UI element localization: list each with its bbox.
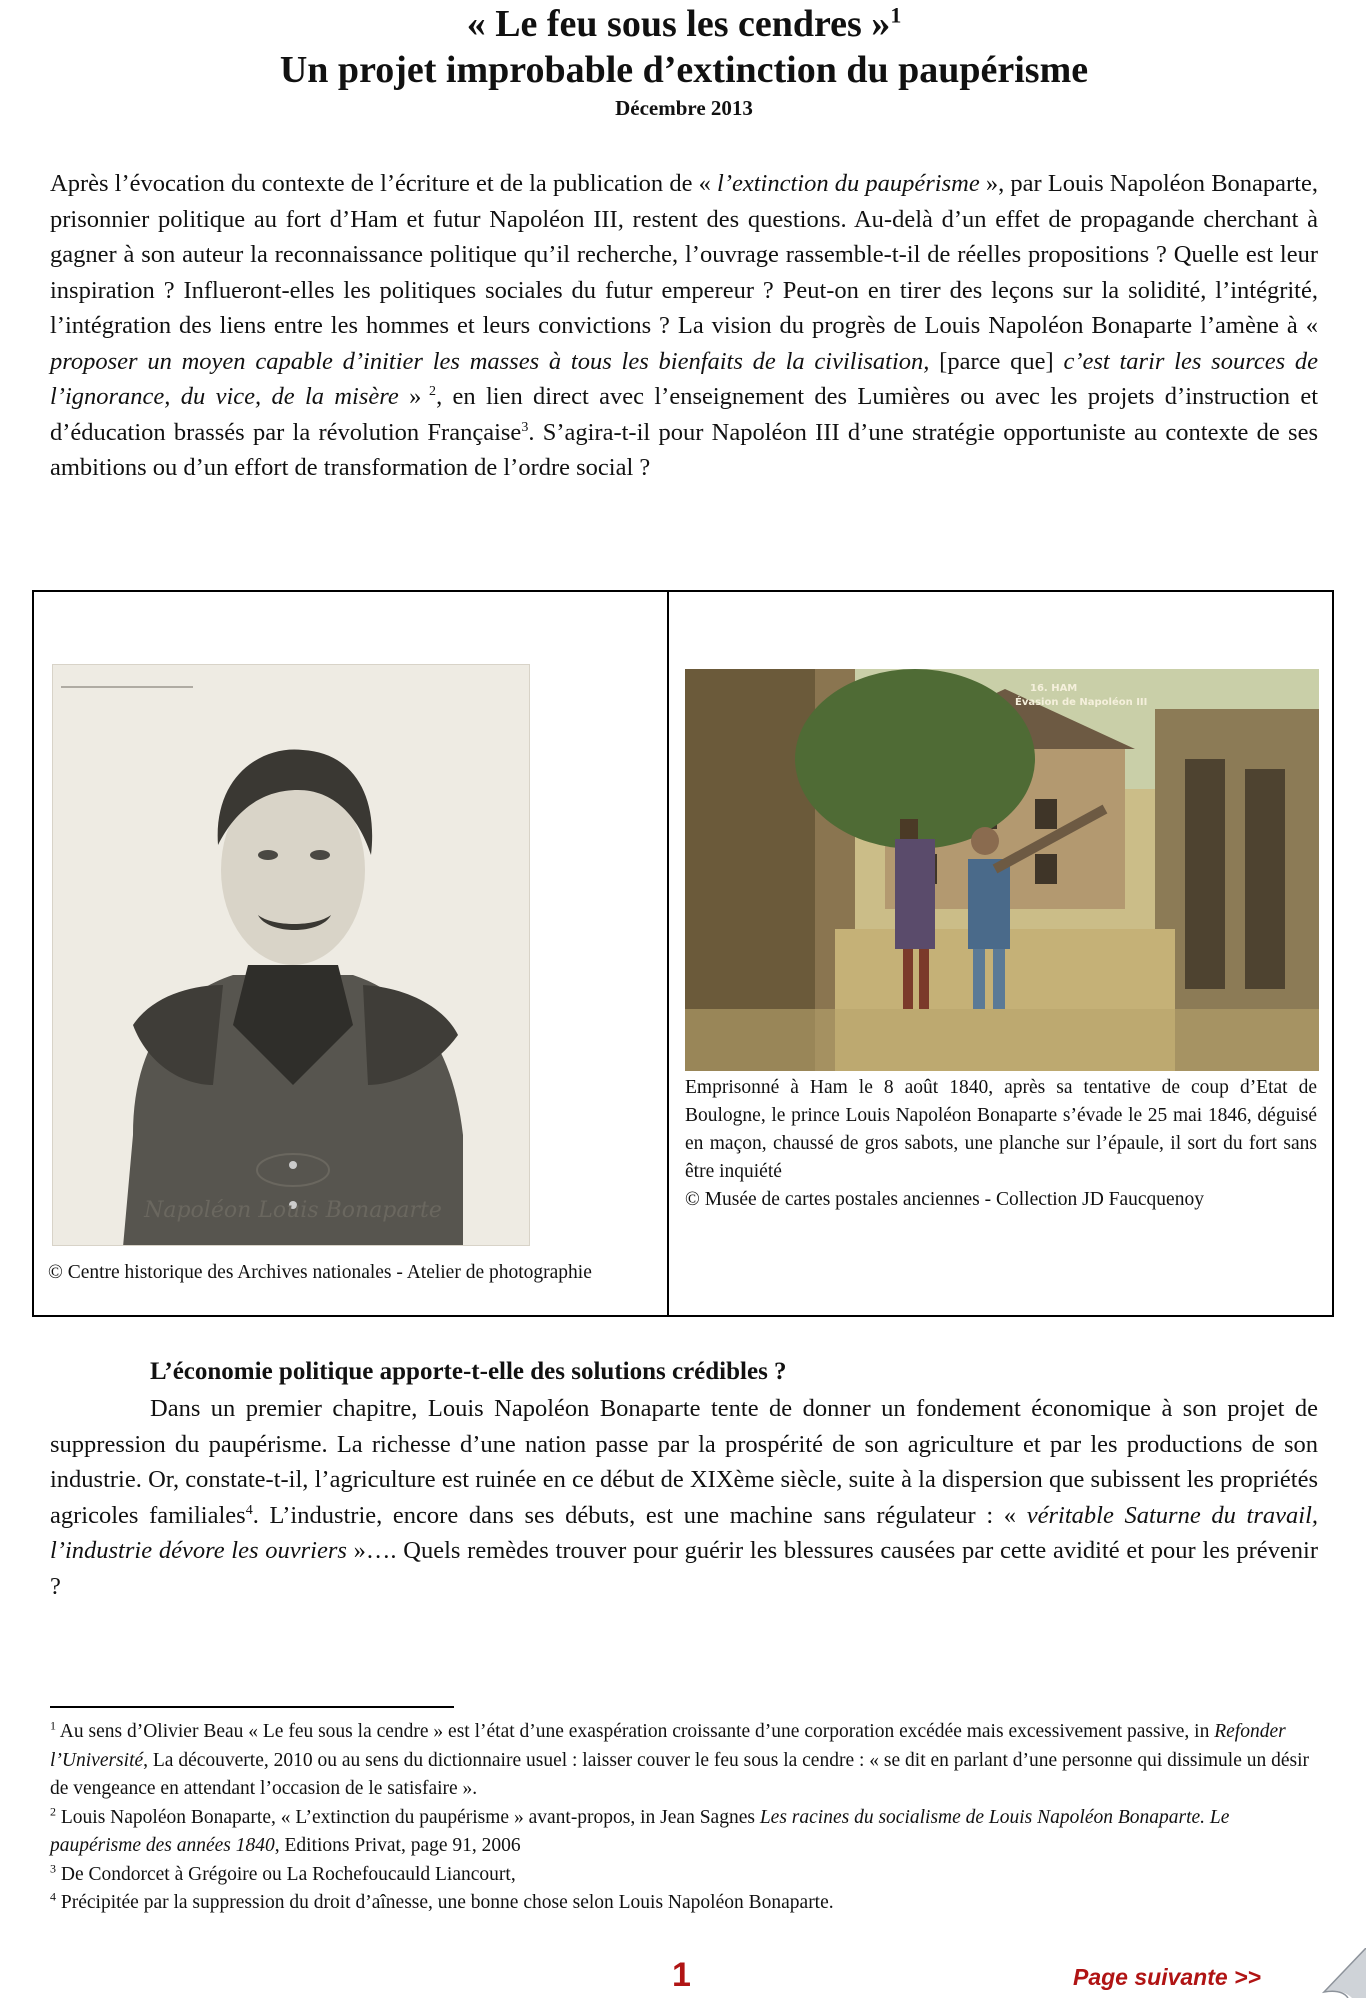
postcard-image xyxy=(685,669,1319,1071)
publication-date: Décembre 2013 xyxy=(615,96,753,120)
left-figure-credit: © Centre historique des Archives nationales - Atelier de photographie xyxy=(48,1262,592,1283)
right-figure-caption xyxy=(685,1074,1317,1214)
portrait-signature: Napoléon Louis Bonaparte xyxy=(144,1198,442,1223)
footnote-separator xyxy=(50,1706,454,1708)
next-page-link[interactable]: Page suivante >> xyxy=(1073,1964,1261,1990)
footnote-4-number: 4 xyxy=(50,1889,56,1904)
footnote-3-text: De Condorcet à Grégoire ou La Rochefoucauld Liancourt, xyxy=(56,1863,516,1885)
intro-paragraph xyxy=(50,166,1318,486)
footnote-ref-1[interactable]: 1 xyxy=(890,2,902,28)
footnote-2-number: 2 xyxy=(50,1804,56,1818)
footnotes xyxy=(50,1718,1318,1918)
intro-italic-1: l’extinction du paupérisme xyxy=(717,170,980,197)
intro-italic-3: c’est tarir les sources de l’ignorance, du vice, de la misère xyxy=(50,347,1319,410)
footnote-3 xyxy=(50,1861,1318,1890)
intro-italic-2: proposer un moyen capable d’initier les masses à tous les bienfaits de la civilisation, xyxy=(50,347,930,375)
footnote-1-italic: Refonder l’Université xyxy=(50,1721,1286,1771)
footnote-1 xyxy=(50,1718,1318,1804)
intro-text-6: . S’agira-t-il pour Napoléon III d’une stratégie opportuniste au contexte de ses ambitions ou d’un effort de transformation de l’ordre social ? xyxy=(50,418,1318,481)
postcard-credit: © Musée de cartes postales anciennes - Collection JD Faucquenoy xyxy=(685,1189,1204,1210)
intro-text-4: » xyxy=(398,383,422,410)
section-italic-1: véritable Saturne du travail, l’industrie dévore les ouvriers xyxy=(50,1501,1319,1564)
section-text-2: . L’industrie, encore dans ses débuts, est une machine sans régulateur : « xyxy=(252,1501,1027,1529)
section-heading: L’économie politique apporte-t-elle des solutions crédibles ? xyxy=(150,1358,787,1385)
page-number: 1 xyxy=(672,1956,691,1994)
footnote-1-number: 1 xyxy=(50,1718,56,1733)
portrait-engraving-image xyxy=(52,664,530,1246)
footnote-2-text-b: , Editions Privat, page 91, 2006 xyxy=(274,1835,521,1856)
postcard-title-number: 16. HAM xyxy=(1030,683,1078,694)
footnote-4-text: Précipitée par la suppression du droit d’aînesse, une bonne chose selon Louis Napoléon Bonaparte. xyxy=(56,1892,834,1913)
section-text-3: »…. Quels remèdes trouver pour guérir les blessures causées par cette avidité et pour les prévenir ? xyxy=(50,1537,1319,1600)
portrait-illustration xyxy=(53,665,530,1246)
section-text-1: Dans un premier chapitre, Louis Napoléon Bonaparte tente de donner un fondement économique à son projet de suppression du paupérisme. La richesse d’une nation passe par la prospérité de son agriculture et par les productions de son industrie. Or, constate-t-il, l’agriculture est ruinée en ce début de XIXème siècle, suite à la dispersion que subissent les propriétés agricoles familiales xyxy=(50,1395,1318,1529)
footnote-4 xyxy=(50,1889,1318,1918)
footnote-ref-3[interactable]: 3 xyxy=(521,419,529,435)
figure-table xyxy=(32,590,1334,1317)
section-paragraph xyxy=(50,1391,1318,1604)
footnote-1-text-a: Au sens d’Olivier Beau « Le feu sous la cendre » est l’état d’une exaspération croissante d’une corporation excédée mais excessivement passive, in xyxy=(56,1721,1215,1742)
postcard-caption: Emprisonné à Ham le 8 août 1840, après sa tentative de coup d’Etat de Boulogne, le prince Louis Napoléon Bonaparte s’évade le 25 mai 1846, déguisé en maçon, chaussé de gros sabots, une planche sur l’épaule, il sort du fort sans être inquiété xyxy=(685,1077,1317,1182)
main-title xyxy=(0,2,1368,46)
footnote-2-italic: Les racines du socialisme de Louis Napoléon Bonaparte. Le paupérisme des années 1840 xyxy=(50,1806,1230,1856)
postcard-illustration xyxy=(685,669,1319,1071)
page-curl-icon[interactable] xyxy=(1318,1948,1366,1998)
footnote-2-text-a: Louis Napoléon Bonaparte, « L’extinction du paupérisme » avant-propos, in Jean Sagnes xyxy=(56,1806,760,1828)
footnote-ref-4[interactable]: 4 xyxy=(245,1502,253,1518)
main-title-text: « Le feu sous les cendres » xyxy=(466,3,891,45)
figure-divider xyxy=(667,592,669,1315)
intro-text-5: , en lien direct avec l’enseignement des Lumières ou avec les projets d’instruction et d’éducation brassés par la révolution Française xyxy=(50,383,1319,446)
footnote-3-number: 3 xyxy=(50,1861,56,1875)
intro-text-1: Après l’évocation du contexte de l’écriture et de la publication de « xyxy=(50,170,718,197)
footnote-2 xyxy=(50,1804,1318,1861)
intro-text-2: », par Louis Napoléon Bonaparte, prisonnier politique au fort d’Ham et futur Napoléon III, restent des questions. Au-delà d’un effet de propagande cherchant à gagner à son auteur la reconnaissance politique qu’il recherche, l’ouvrage rassemble-t-il de réelles propositions ? Quelle est leur inspiration ? Influeront-elles les politiques sociales du futur empereur ? Peut-on en tirer des leçons sur la solidité, l’intégrité, l’intégration des liens entre les hommes et leurs convictions ? La vision du progrès de Louis Napoléon Bonaparte l’amène à « xyxy=(50,170,1318,339)
subtitle: Un projet improbable d’extinction du paupérisme xyxy=(279,49,1089,91)
footnote-1-text-b: , La découverte, 2010 ou au sens du dictionnaire usuel : laisser couver le feu sous la cendre : « se dit en parlant d’une personne qui dissimule un désir de vengeance en attendant l’occasion de le satisfaire ». xyxy=(50,1749,1310,1799)
postcard-title-text: Évasion de Napoléon III xyxy=(1015,697,1148,708)
footnote-ref-2[interactable]: 2 xyxy=(421,383,437,399)
title-block xyxy=(0,0,1368,122)
intro-text-3: [parce que] xyxy=(929,347,1064,375)
